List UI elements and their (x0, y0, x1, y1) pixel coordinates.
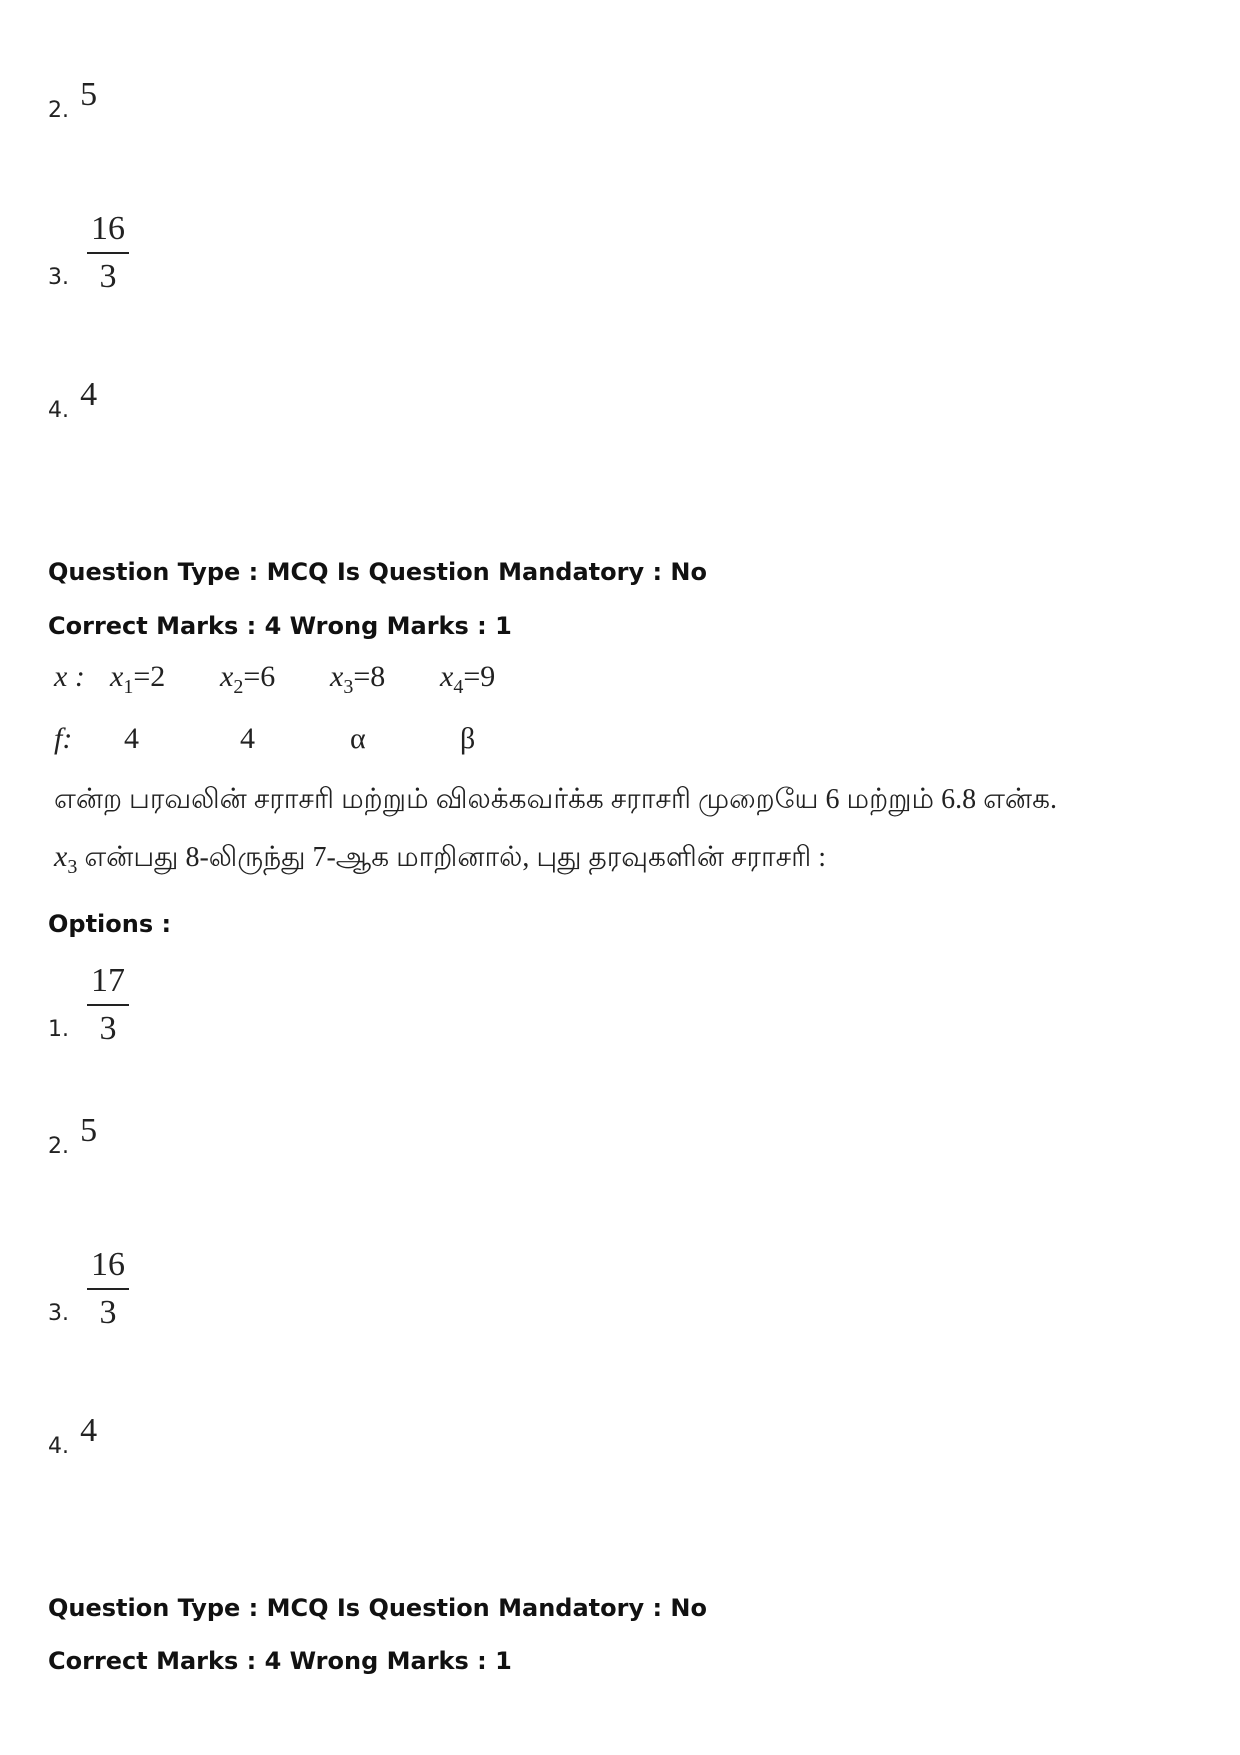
x-row-label: x : (54, 660, 85, 693)
option-fraction (87, 212, 129, 294)
option-value: 4 (80, 376, 98, 413)
fraction-denominator: 3 (99, 258, 117, 295)
question-marks-line: Correct Marks : 4 Wrong Marks : 1 (48, 612, 512, 640)
x4-term: $x_4=9$ (440, 660, 496, 698)
option-index: 3. (48, 1301, 69, 1326)
option-value: 4 (80, 1412, 98, 1449)
fraction-bar (87, 1004, 129, 1006)
question-text-line-1: என்ற பரவலின் சராசரி மற்றும் விலக்கவர்க்க சராசரி முறையே 6 மற்றும் 6.8 என்க. (54, 784, 1057, 815)
option-index: 1. (48, 1017, 69, 1042)
top-option-4 (48, 376, 98, 426)
f-row (54, 722, 614, 766)
option-index: 2. (48, 1134, 69, 1159)
fraction-numerator: 17 (91, 962, 125, 999)
fraction-numerator: 16 (91, 1246, 125, 1283)
option-index: 3. (48, 265, 69, 290)
f-value-1: 4 (124, 722, 139, 755)
fraction-numerator: 16 (91, 210, 125, 247)
next-question-type-line: Question Type : MCQ Is Question Mandatory : No (48, 1594, 707, 1622)
question-text-line-2 (54, 840, 826, 879)
top-option-2 (48, 76, 98, 126)
fraction-bar (87, 252, 129, 254)
question-type-line: Question Type : MCQ Is Question Mandatory : No (48, 558, 707, 586)
f-value-2: 4 (240, 722, 255, 755)
top-option-3 (48, 212, 129, 294)
option-2[interactable] (48, 1112, 98, 1162)
x3-term: $x_3=8$ (330, 660, 386, 698)
option-index: 2. (48, 98, 69, 123)
option-index: 4. (48, 1434, 69, 1459)
f-row-label: f: (54, 722, 73, 755)
options-label: Options : (48, 910, 172, 938)
option-fraction (87, 1248, 129, 1330)
fraction-denominator: 3 (99, 1010, 117, 1047)
option-fraction (87, 964, 129, 1046)
x-row (54, 660, 614, 704)
f-value-4: β (460, 722, 476, 755)
option-value: 5 (80, 76, 98, 113)
fraction-bar (87, 1288, 129, 1290)
f-value-3: α (350, 722, 366, 755)
option-index: 4. (48, 398, 69, 423)
x2-term: $x_2=6$ (220, 660, 276, 698)
option-4[interactable] (48, 1412, 98, 1462)
option-3[interactable] (48, 1248, 129, 1330)
option-1[interactable] (48, 964, 129, 1046)
x1-term: $x_1=2$ (110, 660, 166, 698)
option-value: 5 (80, 1112, 98, 1149)
next-question-marks-line: Correct Marks : 4 Wrong Marks : 1 (48, 1647, 512, 1675)
x3-variable: $x_3$ (54, 840, 78, 878)
question-text-line-2-body: என்பது 8-லிருந்து 7-ஆக மாறினால், புது தரவுகளின் சராசரி : (77, 842, 827, 873)
fraction-denominator: 3 (99, 1294, 117, 1331)
